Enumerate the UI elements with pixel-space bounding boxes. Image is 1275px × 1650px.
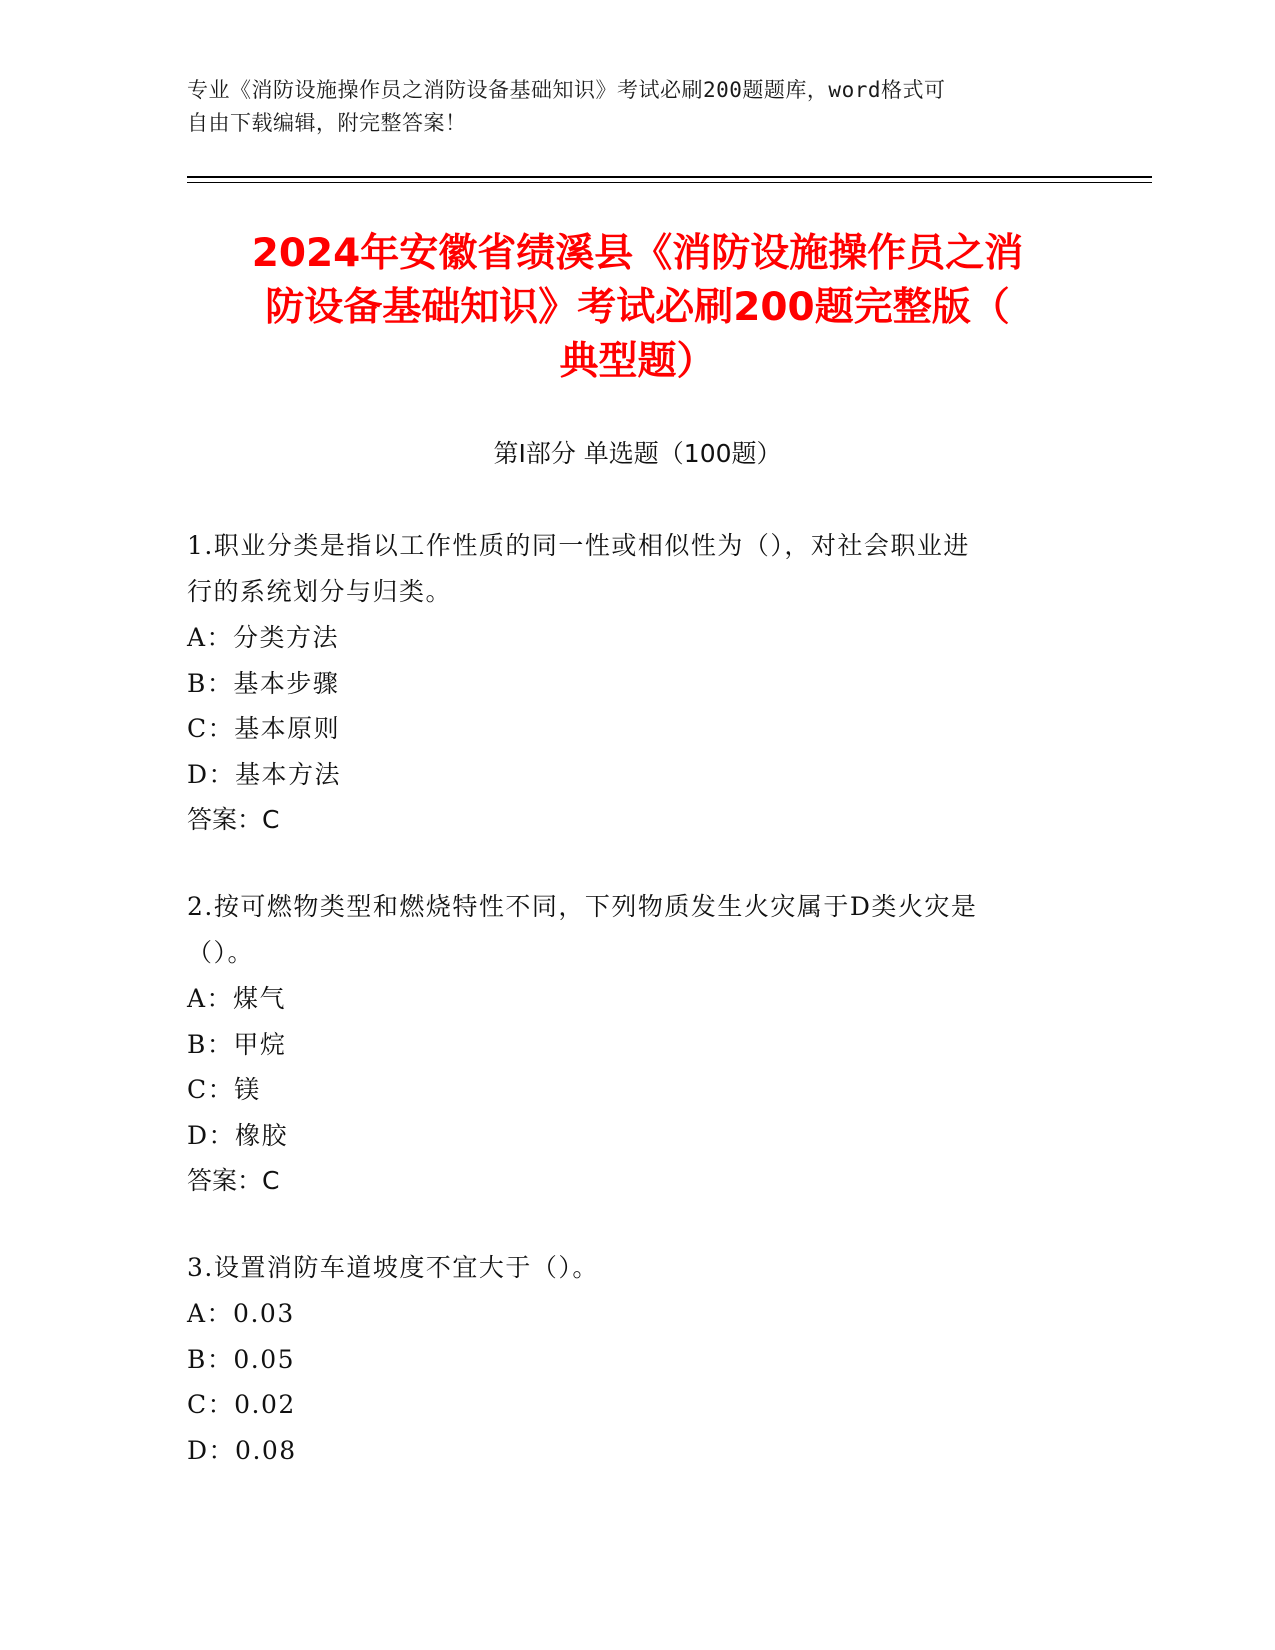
question-1-option-b: B：基本步骤 <box>187 668 340 698</box>
question-2-stem-line-2: （）。 <box>187 938 255 967</box>
header-note-line-2: 自由下载编辑，附完整答案！ <box>187 111 467 135</box>
header-note-line-1: 专业《消防设施操作员之消防设备基础知识》考试必刷200题题库，word格式可 <box>187 78 946 102</box>
question-1-answer: 答案：C <box>187 805 280 834</box>
document-title-line-1: 2024年安徽省绩溪县《消防设施操作员之消 <box>251 231 1024 276</box>
question-1-option-d: D：基本方法 <box>187 759 342 789</box>
question-1-option-a: A：分类方法 <box>187 623 340 652</box>
question-2-option-a: A：煤气 <box>187 984 287 1013</box>
question-2-option-c: C：镁 <box>187 1075 261 1104</box>
document-title-line-2: 防设备基础知识》考试必刷200题完整版（ <box>265 285 1010 330</box>
question-1-stem <box>187 523 1067 615</box>
question-3-stem <box>187 1245 1067 1291</box>
question-3-option-b: B：0.05 <box>187 1344 296 1374</box>
question-3-option-c: C：0.02 <box>187 1390 296 1419</box>
question-2-answer: 答案：C <box>187 1166 280 1195</box>
question-2-stem-line-1: 2.按可燃物类型和燃烧特性不同，下列物质发生火灾属于D类火灾是 <box>187 892 978 921</box>
section-heading: 第Ⅰ部分 单选题（100题） <box>493 439 782 468</box>
question-2-option-d: D：橡胶 <box>187 1120 289 1150</box>
question-1 <box>187 523 1067 842</box>
document-title <box>175 227 1100 389</box>
document-title-line-3: 典型题） <box>559 339 716 384</box>
question-2 <box>187 884 1067 1203</box>
question-1-stem-line-2: 行的系统划分与归类。 <box>187 577 453 606</box>
question-2-option-b: B：甲烷 <box>187 1029 287 1059</box>
question-2-stem <box>187 884 1067 976</box>
question-1-option-c: C：基本原则 <box>187 714 341 743</box>
header-note <box>187 74 1067 140</box>
header-divider-thin <box>187 182 1152 183</box>
header-divider-thick <box>187 176 1152 178</box>
question-3 <box>187 1245 1067 1473</box>
question-3-option-a: A：0.03 <box>187 1299 295 1328</box>
question-3-stem-line-1: 3.设置消防车道坡度不宜大于（）。 <box>187 1253 599 1282</box>
question-1-stem-line-1: 1.职业分类是指以工作性质的同一性或相似性为（），对社会职业进 <box>187 531 970 560</box>
question-3-option-d: D：0.08 <box>187 1435 297 1465</box>
